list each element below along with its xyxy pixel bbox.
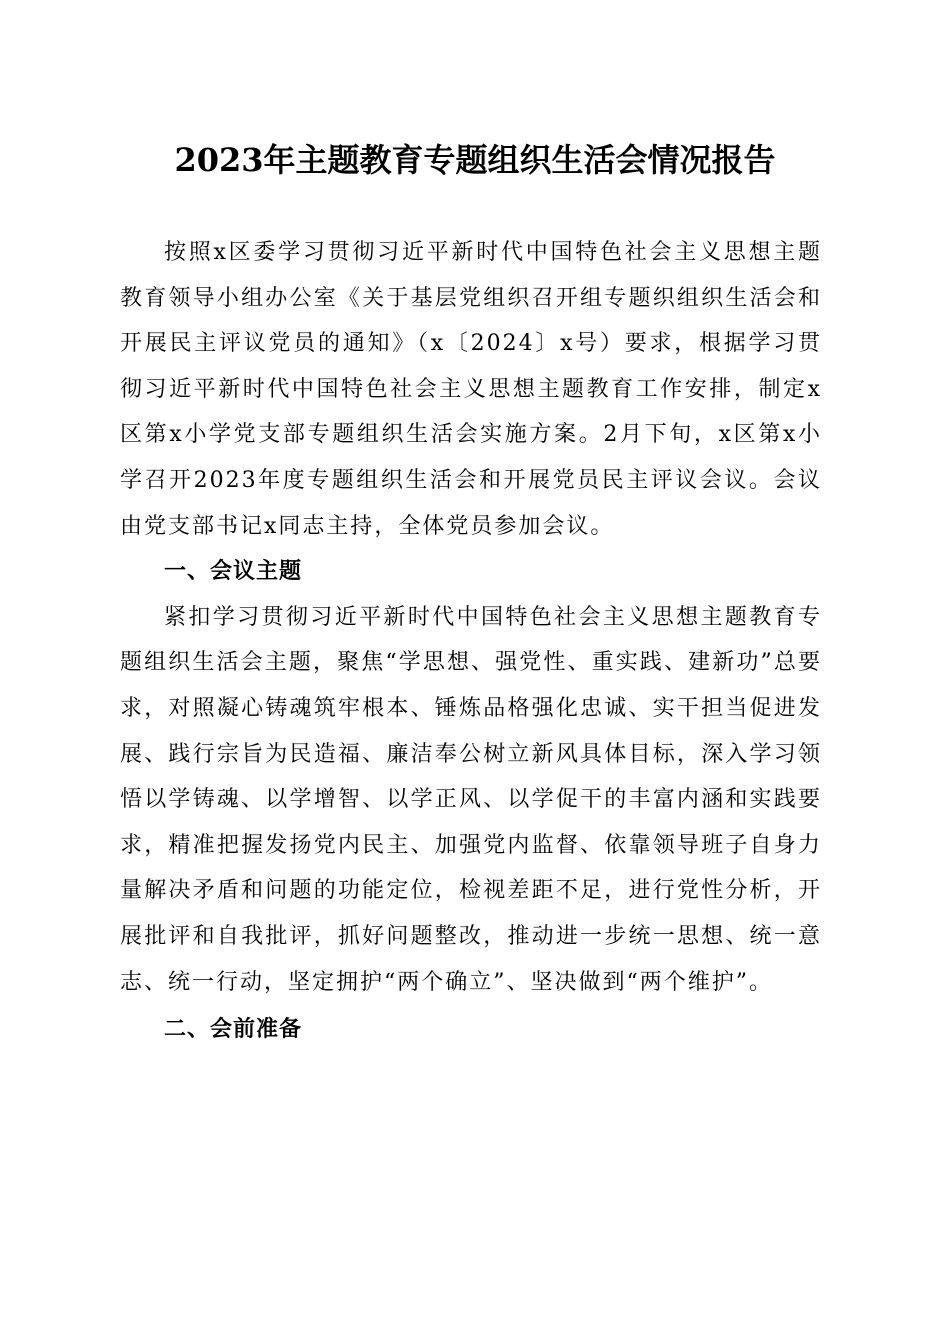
intro-paragraph: 按照x区委学习贯彻习近平新时代中国特色社会主义思想主题教育领导小组办公室《关于基层党组织召开组专题织组织生活会和开展民主评议党员的通知》（x〔2024〕x号）要求，根据学习贯彻习近平新时代中国特色社会主义思想主题教育工作安排，制定x区第x小学党支部专题组织生活会实施方案。2月下旬，x区第x小学召开2023年度专题组织生活会和开展党员民主评议会议。会议由党支部书记x同志主持，全体党员参加会议。 bbox=[120, 240, 822, 539]
document-title: 2023年主题教育专题组织生活会情况报告 bbox=[174, 141, 776, 179]
document-body bbox=[120, 230, 822, 1053]
section-heading-meeting-theme: 一、会议主题 bbox=[164, 559, 303, 585]
section-heading-preparation: 二、会前准备 bbox=[164, 1017, 303, 1043]
meeting-theme-paragraph: 紧扣学习贯彻习近平新时代中国特色社会主义思想主题教育专题组织生活会主题，聚焦“学思想、强党性、重实践、建新功”总要求，对照凝心铸魂筑牢根本、锤炼品格强化忠诚、实干担当促进发展、践行宗旨为民造福、廉洁奉公树立新风具体目标，深入学习领悟以学铸魂、以学增智、以学正风、以学促干的丰富内涵和实践要求，精准把握发扬党内民主、加强党内监督、依靠领导班子自身力量解决矛盾和问题的功能定位，检视差距不足，进行党性分析，开展批评和自我批评，抓好问题整改，推动进一步统一思想、统一意志、统一行动，坚定拥护“两个确立”、坚决做到“两个维护”。 bbox=[120, 604, 822, 995]
